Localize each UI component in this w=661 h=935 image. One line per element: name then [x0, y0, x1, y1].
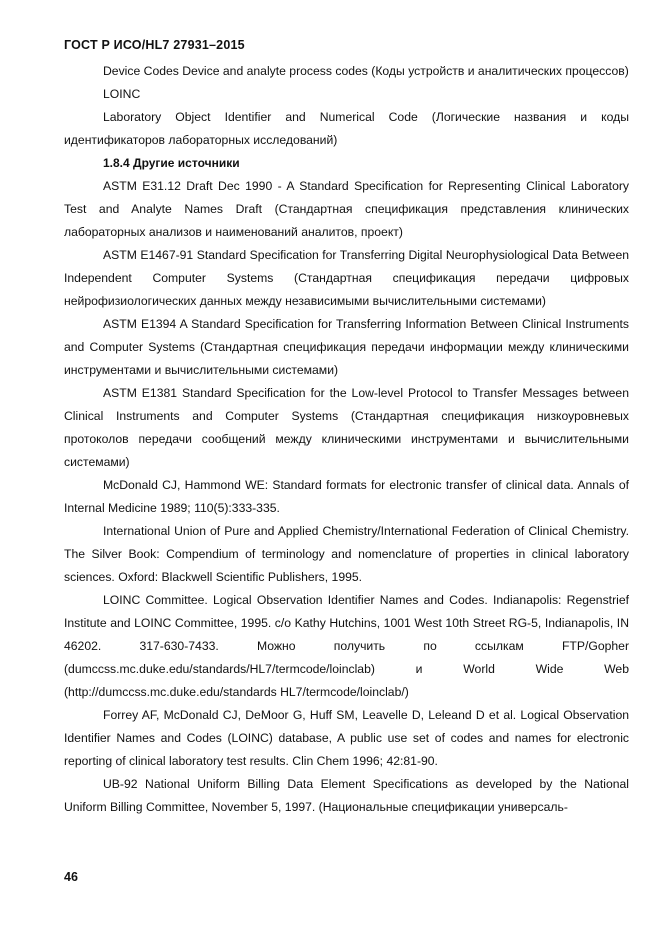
- reference-iupac-silver-book: International Union of Pure and Applied Chemistry/International Federation of Clinical Chemistry. The Silver Book: Compendium of terminology and nomenclature of properties in clinical laboratory sciences. Oxford: Blackwell Scientific Publishers, 1995.: [64, 524, 629, 584]
- reference-mcdonald-hammond: McDonald CJ, Hammond WE: Standard formats for electronic transfer of clinical data. Annals of Internal Medicine 1989; 110(5):333-335.: [64, 478, 629, 515]
- reference-astm-e1381: ASTM E1381 Standard Specification for the Low-level Protocol to Transfer Messages between Clinical Instruments and Computer Systems (Стандартная спецификация низкоуровневых протоколов передачи сообщений между клиническими инструментами и вычислительными системами): [64, 386, 629, 469]
- paragraph-loinc-definition: Laboratory Object Identifier and Numerical Code (Логические названия и коды идентификаторов лабораторных исследований): [64, 110, 629, 147]
- section-heading-other-sources: 1.8.4 Другие источники: [103, 156, 240, 170]
- reference-astm-e1467-91: ASTM E1467-91 Standard Specification for Transferring Digital Neurophysiological Data Between Independent Computer Systems (Стандартная спецификация передачи цифровых нейрофизиологических данных между независимыми вычислительными системами): [64, 248, 629, 308]
- reference-astm-e31-12: ASTM E31.12 Draft Dec 1990 - A Standard Specification for Representing Clinical Laboratory Test and Analyte Names Draft (Стандартная спецификация представления клинических лабораторных анализов и наименований аналитов, проект): [64, 179, 629, 239]
- page-header-standard-id: ГОСТ Р ИСО/HL7 27931–2015: [64, 38, 245, 52]
- paragraph-loinc: LOINC: [103, 87, 141, 101]
- page-number: 46: [64, 870, 78, 884]
- reference-ub-92: UB-92 National Uniform Billing Data Element Specifications as developed by the National Uniform Billing Committee, November 5, 1997. (Национальные спецификации универсаль-: [64, 777, 629, 814]
- page-body: [64, 60, 629, 819]
- reference-forrey: Forrey AF, McDonald CJ, DeMoor G, Huff SM, Leavelle D, Leleand D et al. Logical Observation Identifier Names and Codes (LOINC) database, A public use set of codes and names for electronic reporting of clinical laboratory test results. Clin Chem 1996; 42:81-90.: [64, 708, 629, 768]
- reference-astm-e1394: ASTM E1394 A Standard Specification for Transferring Information Between Clinical Instruments and Computer Systems (Стандартная спецификация передачи информации между клиническими инструментами и вычислительными системами): [64, 317, 629, 377]
- reference-loinc-committee: LOINC Committee. Logical Observation Identifier Names and Codes. Indianapolis: Regenstrief Institute and LOINC Committee, 1995. c/o Kathy Hutchins, 1001 West 10th Street RG-5, Indianapolis, IN 46202. 317-630-7433. Можно получить по ссылкам FTP/Gopher (dumccss.mc.duke.edu/standards/HL7/termcode/loinclab) и World Wide Web (http://dumccss.mc.duke.edu/standards HL7/termcode/loinclab/): [64, 593, 629, 699]
- paragraph-device-codes: Device Codes Device and analyte process codes (Коды устройств и аналитических процессов): [103, 64, 629, 78]
